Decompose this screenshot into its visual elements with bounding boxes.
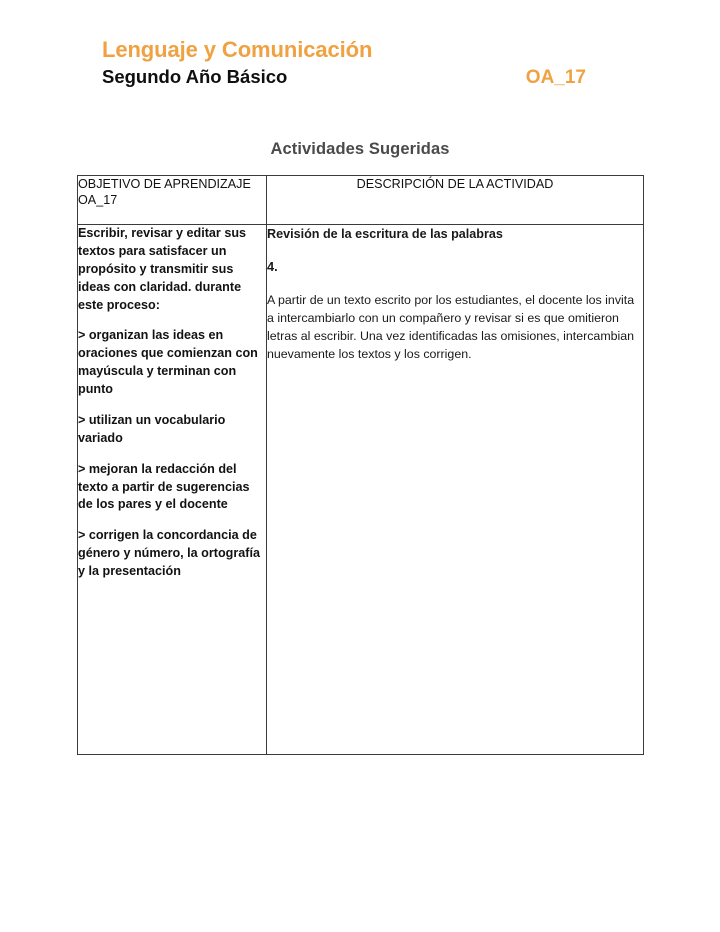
description-cell: [267, 225, 644, 755]
table-header-row: [78, 176, 644, 225]
objective-code-label: OA_17: [525, 66, 586, 88]
table-content-row: [78, 225, 644, 755]
objective-intro-text: Escribir, revisar y editar sus textos para satisfacer un propósito y transmitir sus ideas con claridad. durante este proceso:: [78, 226, 247, 312]
objective-cell: [78, 225, 267, 755]
column-header-description: DESCRIPCIÓN DE LA ACTIVIDAD: [267, 176, 644, 225]
objective-bullet-1: > organizan las ideas en oraciones que comienzan con mayúscula y terminan con punto: [78, 328, 258, 396]
activities-table: [77, 175, 644, 755]
header-second-row: [102, 66, 632, 89]
activity-number: 4.: [267, 259, 278, 275]
grade-level-title: Segundo Año Básico: [102, 65, 288, 87]
objective-bullet-2: > utilizan un vocabulario variado: [78, 412, 226, 445]
objective-bullet-3: > mejoran la redacción del texto a partir de sugerencias de los pares y el docente: [78, 461, 250, 512]
document-header: [102, 38, 632, 88]
section-title: Actividades Sugeridas: [270, 140, 450, 158]
activity-body-text: A partir de un texto escrito por los estudiantes, el docente los invita a intercambiarlo con un compañero y revisar si es que omitieron letras al escribir. Una vez identificadas las omisiones, intercambian nuevamente los textos y los corrigen.: [267, 293, 635, 362]
subject-title: Lenguaje y Comunicación: [102, 37, 373, 62]
column-header-objective: OBJETIVO DE APRENDIZAJE OA_17: [78, 176, 267, 225]
activity-heading: Revisión de la escritura de las palabras: [267, 227, 503, 241]
objective-bullet-4: > corrigen la concordancia de género y número, la ortografía y la presentación: [78, 528, 260, 578]
